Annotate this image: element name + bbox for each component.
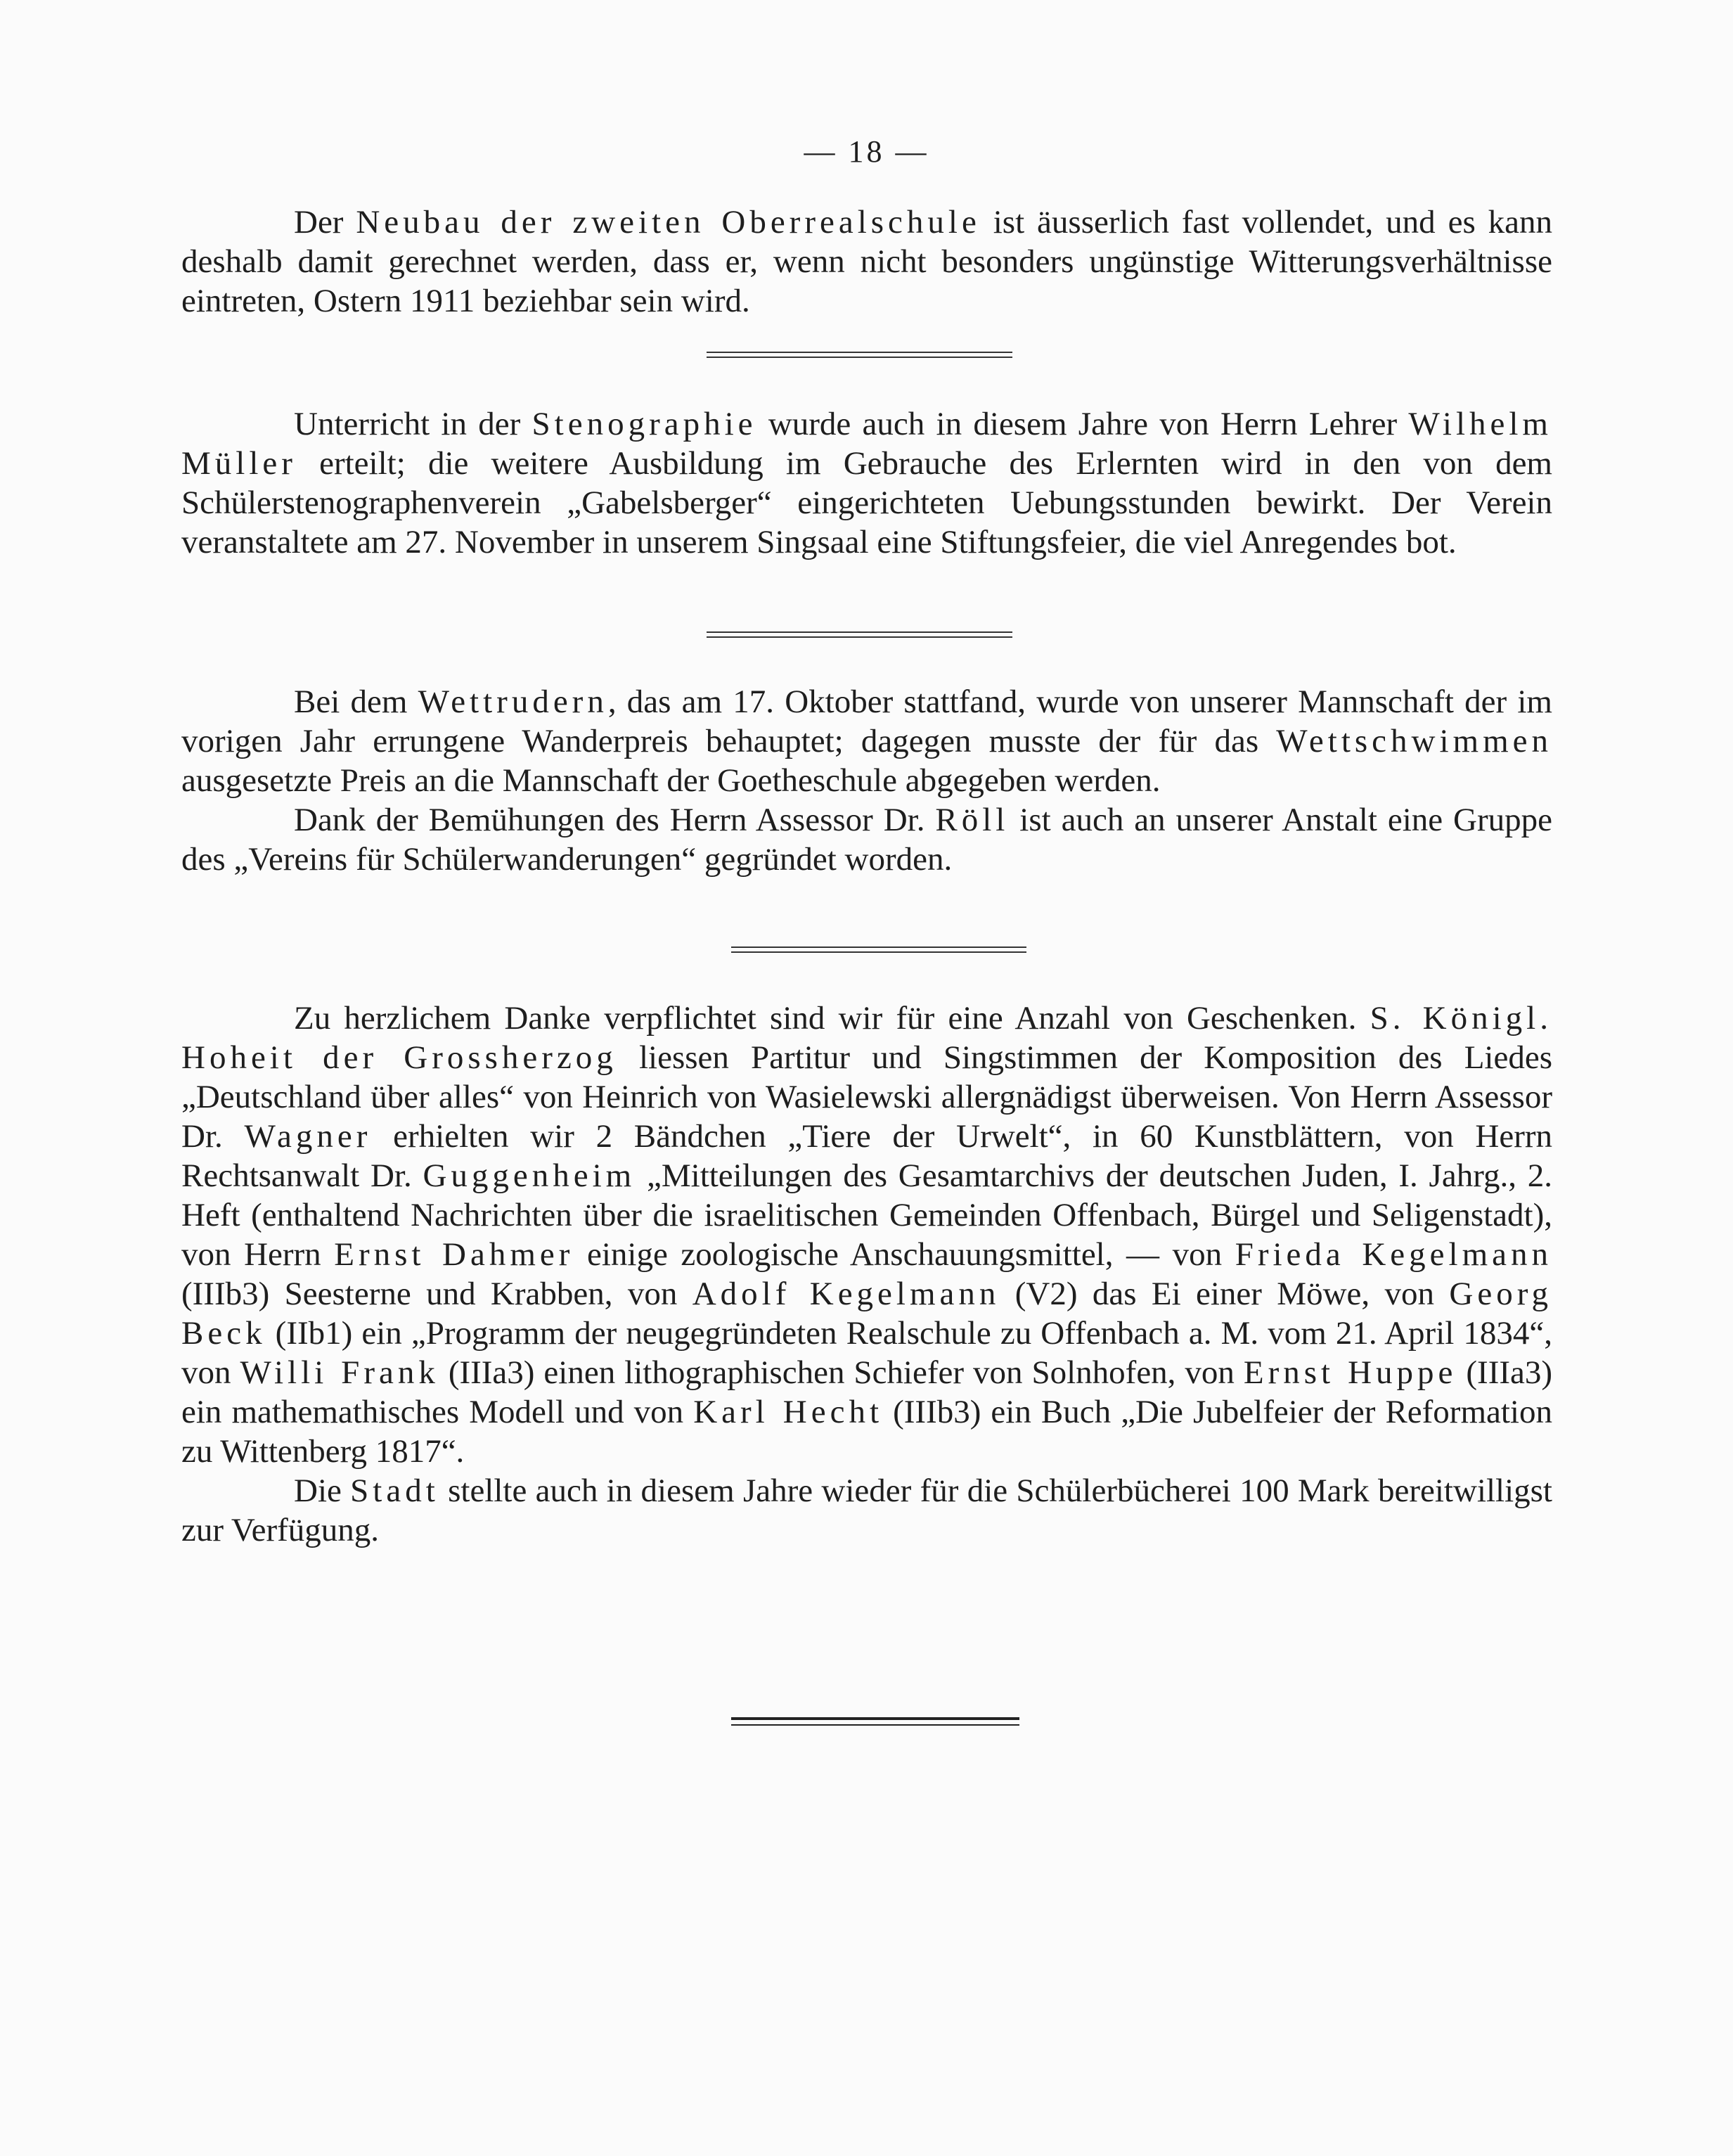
paragraph-text: Bei dem [294,684,418,720]
spaced-emphasis-text: Wilhelm Müller [181,406,1552,482]
paragraph-text: ist auch an unserer Anstalt eine Gruppe des „Vereins für Schülerwanderungen“ gegründet worden. [181,802,1552,878]
section-building [181,203,1552,321]
paragraph-gifts [181,999,1552,1471]
paragraph-rowing [181,682,1552,800]
paragraph-hiking [181,800,1552,879]
spaced-emphasis-text: Wettrudern [418,684,608,720]
paragraph-text: „Mitteilungen des Gesamtarchivs der deutschen Juden, I. Jahrg., 2. Heft (enthaltend Nachrichten über die israelitischen Gemeinden Offenbach, Bürgel und Seligenstadt), von Herrn [181,1157,1553,1273]
spaced-emphasis-text: Frieda Kegelmann [1235,1236,1552,1273]
paragraph-text: liessen Partitur und Singstimmen der Komposition des Liedes „Deutschland über alles“ von Heinrich von Wasielewski allergnädigst überweisen. Von Herrn Assessor Dr. [181,1039,1552,1155]
paragraph-text: ausgesetzte Preis an die Mannschaft der Goetheschule abgegeben werden. [181,762,1161,799]
paragraph-text: (IIIb3) ein Buch „Die Jubelfeier der Reformation zu Wittenberg 1817“. [181,1394,1552,1470]
paragraph-text: (IIb1) ein „Programm der neugegründeten Realschule zu Offenbach a. M. vom 21. April 1834“, von [181,1315,1552,1391]
paragraph-text: (IIIb3) Seesterne und Krabben, von [181,1276,692,1312]
section-divider [731,947,1026,953]
spaced-emphasis-text: Adolf Kegelmann [692,1276,1000,1312]
spaced-emphasis-text: Ernst Dahmer [334,1236,574,1273]
spaced-emphasis-text: Ernst Huppe [1243,1354,1457,1391]
paragraph-text: erteilt; die weitere Ausbildung im Gebrauche des Erlernten wird in den von dem Schülerstenographenverein „Gabelsberger“ eingerichteten Uebungsstunden bewirkt. Der Verein veranstaltete am 27. November in unserem Singsaal eine Stiftungsfeier, die viel Anregendes bot. [181,445,1552,560]
spaced-emphasis-text: Wagner [244,1118,372,1155]
paragraph-text: wurde auch in diesem Jahre von Herrn Lehrer [756,406,1409,442]
paragraph-stenography [181,404,1552,562]
spaced-emphasis-text: Guggenheim [423,1157,636,1194]
section-stenography [181,404,1552,562]
spaced-emphasis-text: S. Königl. Hoheit der Grossherzog [181,1000,1552,1076]
closing-rule [731,1717,1019,1726]
paragraph-building [181,203,1552,321]
paragraph-text: (IIIa3) einen lithographischen Schiefer von Solnhofen, von [439,1354,1244,1391]
section-gifts [181,999,1552,1550]
spaced-emphasis-text: Wettschwimmen [1276,723,1552,759]
paragraph-text: ist äusserlich fast vollendet, und es kann deshalb damit gerechnet werden, dass er, wenn nicht besonders ungünstige Witterungsverhältnisse eintreten, Ostern 1911 beziehbar sein wird. [181,204,1552,319]
paragraph-text: Zu herzlichem Danke verpflichtet sind wir für eine Anzahl von Geschenken. [294,1000,1370,1037]
section-sports [181,682,1552,879]
paragraph-text: Der [294,204,356,240]
paragraph-text: Die [294,1472,351,1509]
paragraph-text: erhielten wir 2 Bändchen „Tiere der Urwelt“, in 60 Kunstblättern, von Herrn Rechtsanwalt Dr. [181,1118,1553,1194]
spaced-emphasis-text: Karl Hecht [693,1394,884,1430]
spaced-emphasis-text: Stenographie [532,406,757,442]
spaced-emphasis-text: Willi Frank [240,1354,439,1391]
paragraph-library [181,1471,1552,1550]
paragraph-text: (V2) das Ei einer Möwe, von [1000,1276,1450,1312]
paragraph-text: einige zoologische Anschauungsmittel, — von [574,1236,1235,1273]
paragraph-text: Dank der Bemühungen des Herrn Assessor Dr. [294,802,936,838]
page-number: — 18 — [804,134,929,169]
paragraph-text: stellte auch in diesem Jahre wieder für die Schülerbücherei 100 Mark bereitwilligst zur Verfügung. [181,1472,1552,1548]
section-divider [707,631,1012,638]
spaced-emphasis-text: Neubau der zweiten Oberrealschule [356,204,981,240]
paragraph-text: , das am 17. Oktober stattfand, wurde von unserer Mannschaft der im vorigen Jahr errungene Wanderpreis behauptet; dagegen musste der für das [181,684,1552,759]
spaced-emphasis-text: Röll [935,802,1010,838]
paragraph-text: Unterricht in der [294,406,532,442]
paragraph-text: (IIIa3) ein mathemathisches Modell und von [181,1354,1553,1430]
spaced-emphasis-text: Georg Beck [181,1276,1552,1352]
section-divider [707,352,1012,358]
spaced-emphasis-text: Stadt [350,1472,439,1509]
